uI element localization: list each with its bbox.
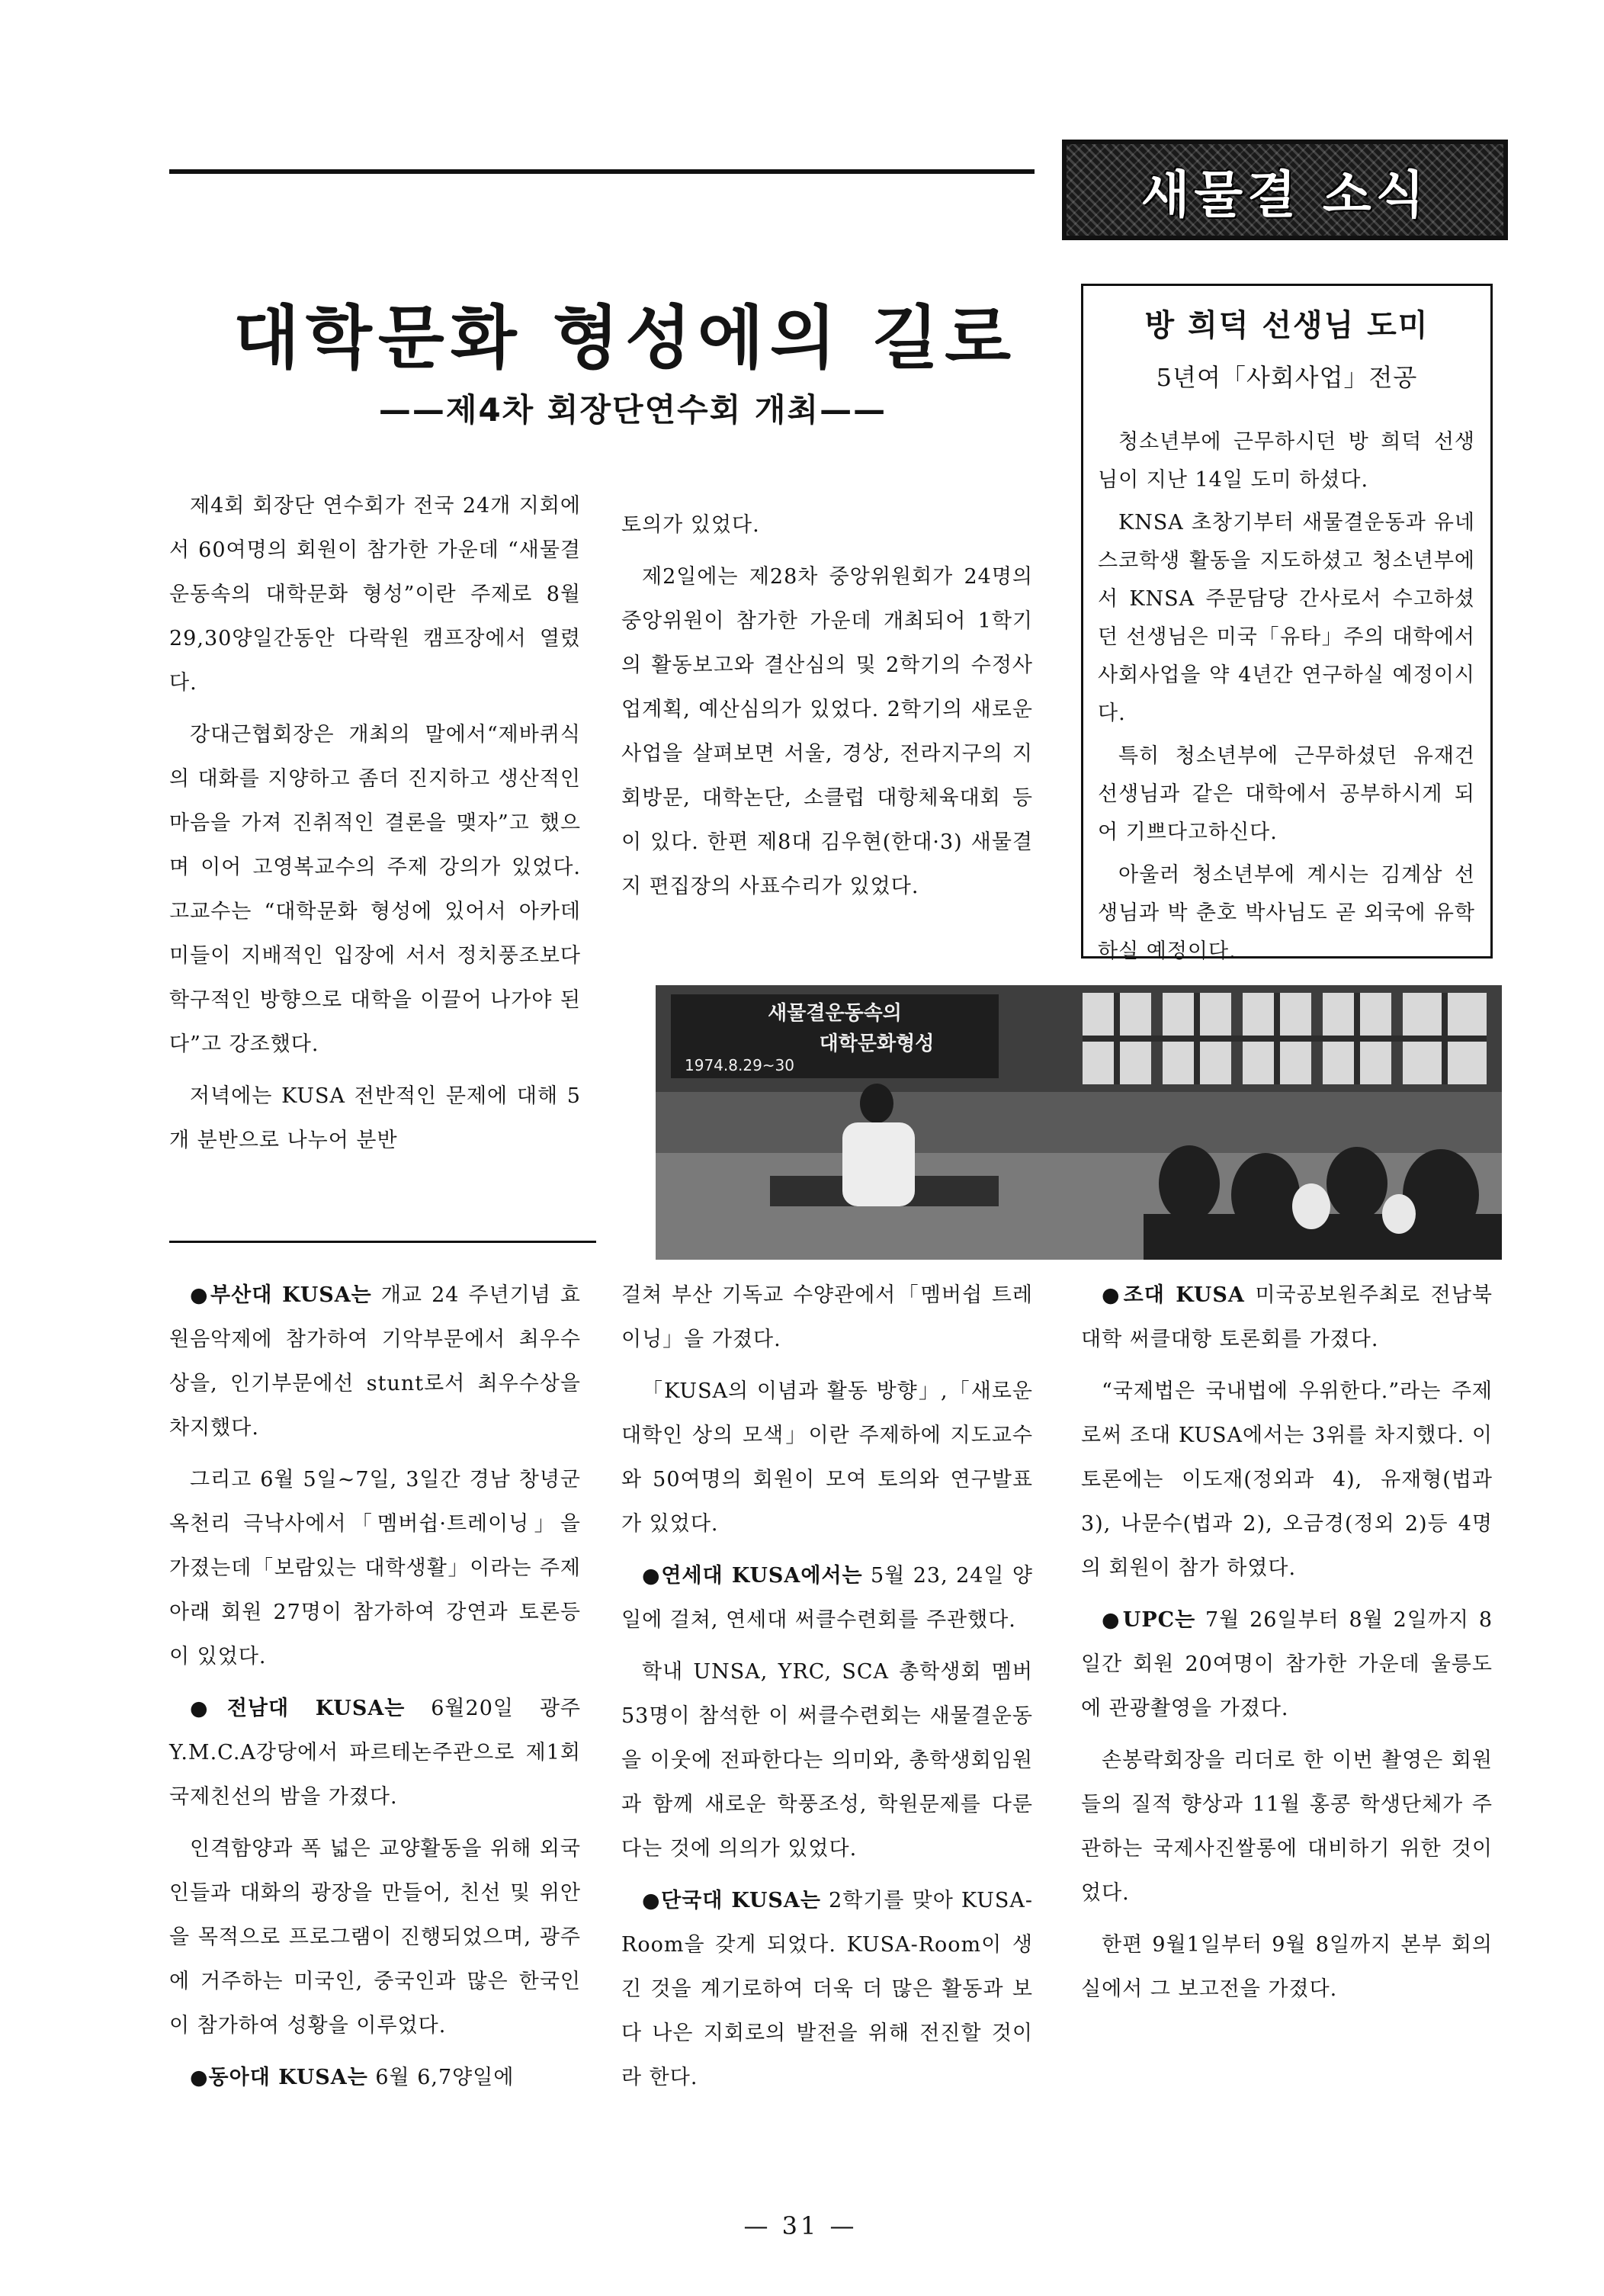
news-text: 걸쳐 부산 기독교 수양관에서「멤버쉽 트레이닝」을 가졌다. (621, 1283, 1033, 1351)
notice-paragraph: 아울러 청소년부에 계시는 김계삼 선생님과 박 춘호 박사님도 곧 외국에 유학하실 예정이다. (1098, 863, 1475, 963)
banner-line-1: 새물결운동속의 (768, 1002, 902, 1025)
news-text: 6월 6,7양일에 (367, 2066, 515, 2089)
news-column-2 (621, 1273, 1033, 2108)
article-headline: 대학문화 형성에의 길로 (233, 297, 1018, 378)
notice-title: 방 희덕 선생님 도미 (1144, 308, 1429, 343)
notice-paragraph: 특히 청소년부에 근무하셨던 유재건 선생님과 같은 대학에서 공부하시게 되어 기쁘다고하신다. (1098, 744, 1475, 844)
news-lead: ●연세대 KUSA에서는 (642, 1564, 863, 1588)
news-paragraph (1081, 1598, 1493, 1731)
news-text: 2학기를 맞아 KUSA-Room을 갖게 되었다. KUSA-Room이 생긴 것을 계기로하여 더욱 더 많은 활동과 보다 나은 지회로의 발전을 위해 전진할 것이라 한다. (621, 1889, 1033, 2089)
banner-line-2: 대학문화형성 (819, 1032, 935, 1055)
news-paragraph (1081, 1273, 1493, 1362)
news-paragraph (621, 1370, 1033, 1546)
news-lead: ●전남대 KUSA는 (190, 1697, 406, 1720)
news-column-3 (1081, 1273, 1493, 2019)
news-paragraph (621, 1273, 1033, 1362)
news-text: 미국공보원주최로 전남북대학 써클대항 토론회를 가졌다. (1081, 1283, 1493, 1351)
news-text: 인격함양과 폭 넓은 교양활동을 위해 외국인들과 대화의 광장을 만들어, 친선 및 위안을 목적으로 프로그램이 진행되었으며, 광주에 거주하는 미국인, 중국인과 많은 한국인이 참가하여 성황을 이루었다. (169, 1837, 581, 2037)
news-column-1 (169, 1273, 581, 2108)
banner-date: 1974.8.29~30 (685, 1056, 794, 1074)
event-photo-scene (656, 985, 1502, 1260)
page-number: — 31 — (743, 2211, 858, 2240)
article-subheadline: ——제4차 회장단연수회 개최—— (378, 391, 887, 429)
news-text: 5월 23, 24일 양일에 걸쳐, 연세대 써클수련회를 주관했다. (621, 1564, 1033, 1632)
news-lead: ●부산대 KUSA는 (190, 1283, 372, 1307)
news-text: 개교 24 주년기념 효원음악제에 참가하여 기악부문에서 최우수상을, 인기부문에선 stunt로서 최우수상을 차지했다. (169, 1283, 581, 1440)
news-text: 「KUSA의 이념과 활동 방향」,「새로운 대학인 상의 모색」이란 주제하에 지도교수와 50여명의 회원이 모여 토의와 연구발표가 있었다. (621, 1379, 1033, 1536)
news-paragraph (1081, 1923, 1493, 2012)
event-photo (656, 985, 1502, 1260)
news-text: 7월 26일부터 8월 2일까지 8일간 회원 20여명이 참가한 가운데 울릉도에 관광촬영을 가졌다. (1081, 1608, 1493, 1720)
section-logo-text: 새물결 소식 (1140, 165, 1429, 224)
notice-subtitle: 5년여「사회사업」전공 (1156, 363, 1418, 392)
news-text: “국제법은 국내법에 우위한다.”라는 주제로써 조대 KUSA에서는 3위를 차지했다. 이 토론에는 이도재(정외과 4), 유재형(법과 3), 나문수(법과 2), 오금경(정외 2)등 4명의 회원이 참가 하였다. (1081, 1379, 1493, 1580)
main-article-paragraph: 토의가 있었다. (621, 513, 760, 537)
news-paragraph (169, 1687, 581, 1819)
news-lead: ●UPC는 (1102, 1608, 1196, 1632)
news-text: 학내 UNSA, YRC, SCA 총학생회 멤버 53명이 참석한 이 써클수련회는 새물결운동을 이웃에 전파한다는 의미와, 총학생회임원과 함께 새로운 학풍조성, 학원문제를 다룬 다는 것에 의의가 있었다. (621, 1660, 1033, 1861)
section-logo (1062, 140, 1508, 240)
news-paragraph (1081, 1370, 1493, 1591)
main-article-paragraph: 제4회 회장단 연수회가 전국 24개 지회에서 60여명의 회원이 참가한 가운데 “새물결운동속의 대학문화 형성”이란 주제로 8월 29,30양일간동안 다락원 캠프장에서 열렸다. (169, 494, 581, 695)
news-paragraph (169, 1827, 581, 2048)
notice-paragraph: 청소년부에 근무하시던 방 희덕 선생님이 지난 14일 도미 하셨다. (1098, 430, 1475, 492)
news-paragraph (169, 2056, 581, 2100)
news-text: 한편 9월1일부터 9월 8일까지 본부 회의실에서 그 보고전을 가졌다. (1081, 1933, 1493, 2001)
news-paragraph (1081, 1739, 1493, 1915)
header-rule (169, 169, 1035, 174)
news-paragraph (621, 1650, 1033, 1871)
news-text: 그리고 6월 5일~7일, 3일간 경남 창녕군 옥천리 극낙사에서「멤버쉽·트레이닝」을 가졌는데「보람있는 대학생활」이라는 주제아래 회원 27명이 참가하여 강연과 토론등이 있었다. (169, 1468, 581, 1668)
news-text: 6월20일 광주 Y.M.C.A강당에서 파르테논주관으로 제1회 국제친선의 밤을 가졌다. (169, 1697, 581, 1809)
notice-body (1098, 423, 1475, 975)
main-article-column-1 (169, 484, 581, 1170)
main-article-paragraph: 제2일에는 제28차 중앙위원회가 24명의 중앙위원이 참가한 가운데 개최되어 1학기의 활동보고와 결산심의 및 2학기의 수정사업계획, 예산심의가 있었다. 2학기의 새로운 사업을 살펴보면 서울, 경상, 전라지구의 지회방문, 대학논단, 소클럽 대항체육대회 등이 있다. 한편 제8대 김우현(한대·3) 새물결지 편집장의 사표수리가 있었다. (621, 565, 1033, 898)
news-text: 손봉락회장을 리더로 한 이번 촬영은 회원들의 질적 향상과 11월 홍콩 학생단체가 주관하는 국제사진쌀롱에 대비하기 위한 것이었다. (1081, 1748, 1493, 1905)
news-lead: ●동아대 KUSA는 (190, 2066, 368, 2089)
news-paragraph (621, 1554, 1033, 1643)
news-paragraph (169, 1273, 581, 1450)
news-lead: ●단국대 KUSA는 (642, 1889, 821, 1912)
news-paragraph (621, 1879, 1033, 2100)
notice-paragraph: KNSA 초창기부터 새물결운동과 유네스코학생 활동을 지도하셨고 청소년부에서 KNSA 주문담당 간사로서 수고하셨던 선생님은 미국「유타」주의 대학에서 사회사업을 약 4년간 연구하실 예정이시다. (1098, 511, 1475, 725)
article-separator-rule (169, 1241, 596, 1243)
news-lead: ●조대 KUSA (1102, 1283, 1245, 1307)
news-paragraph (169, 1458, 581, 1679)
main-article-paragraph: 강대근협회장은 개최의 말에서“제바퀴식의 대화를 지양하고 좀더 진지하고 생산적인 마음을 가져 진취적인 결론을 맺자”고 했으며 이어 고영복교수의 주제 강의가 있었다. 고교수는 “대학문화 형성에 있어서 아카데미들이 지배적인 입장에 서서 정치풍조보다 학구적인 방향으로 대학을 이끌어 나가야 된다”고 강조했다. (169, 723, 581, 1056)
main-article-paragraph: 저녁에는 KUSA 전반적인 문제에 대해 5개 분반으로 나누어 분반 (169, 1084, 581, 1152)
main-article-column-2 (621, 503, 1033, 917)
